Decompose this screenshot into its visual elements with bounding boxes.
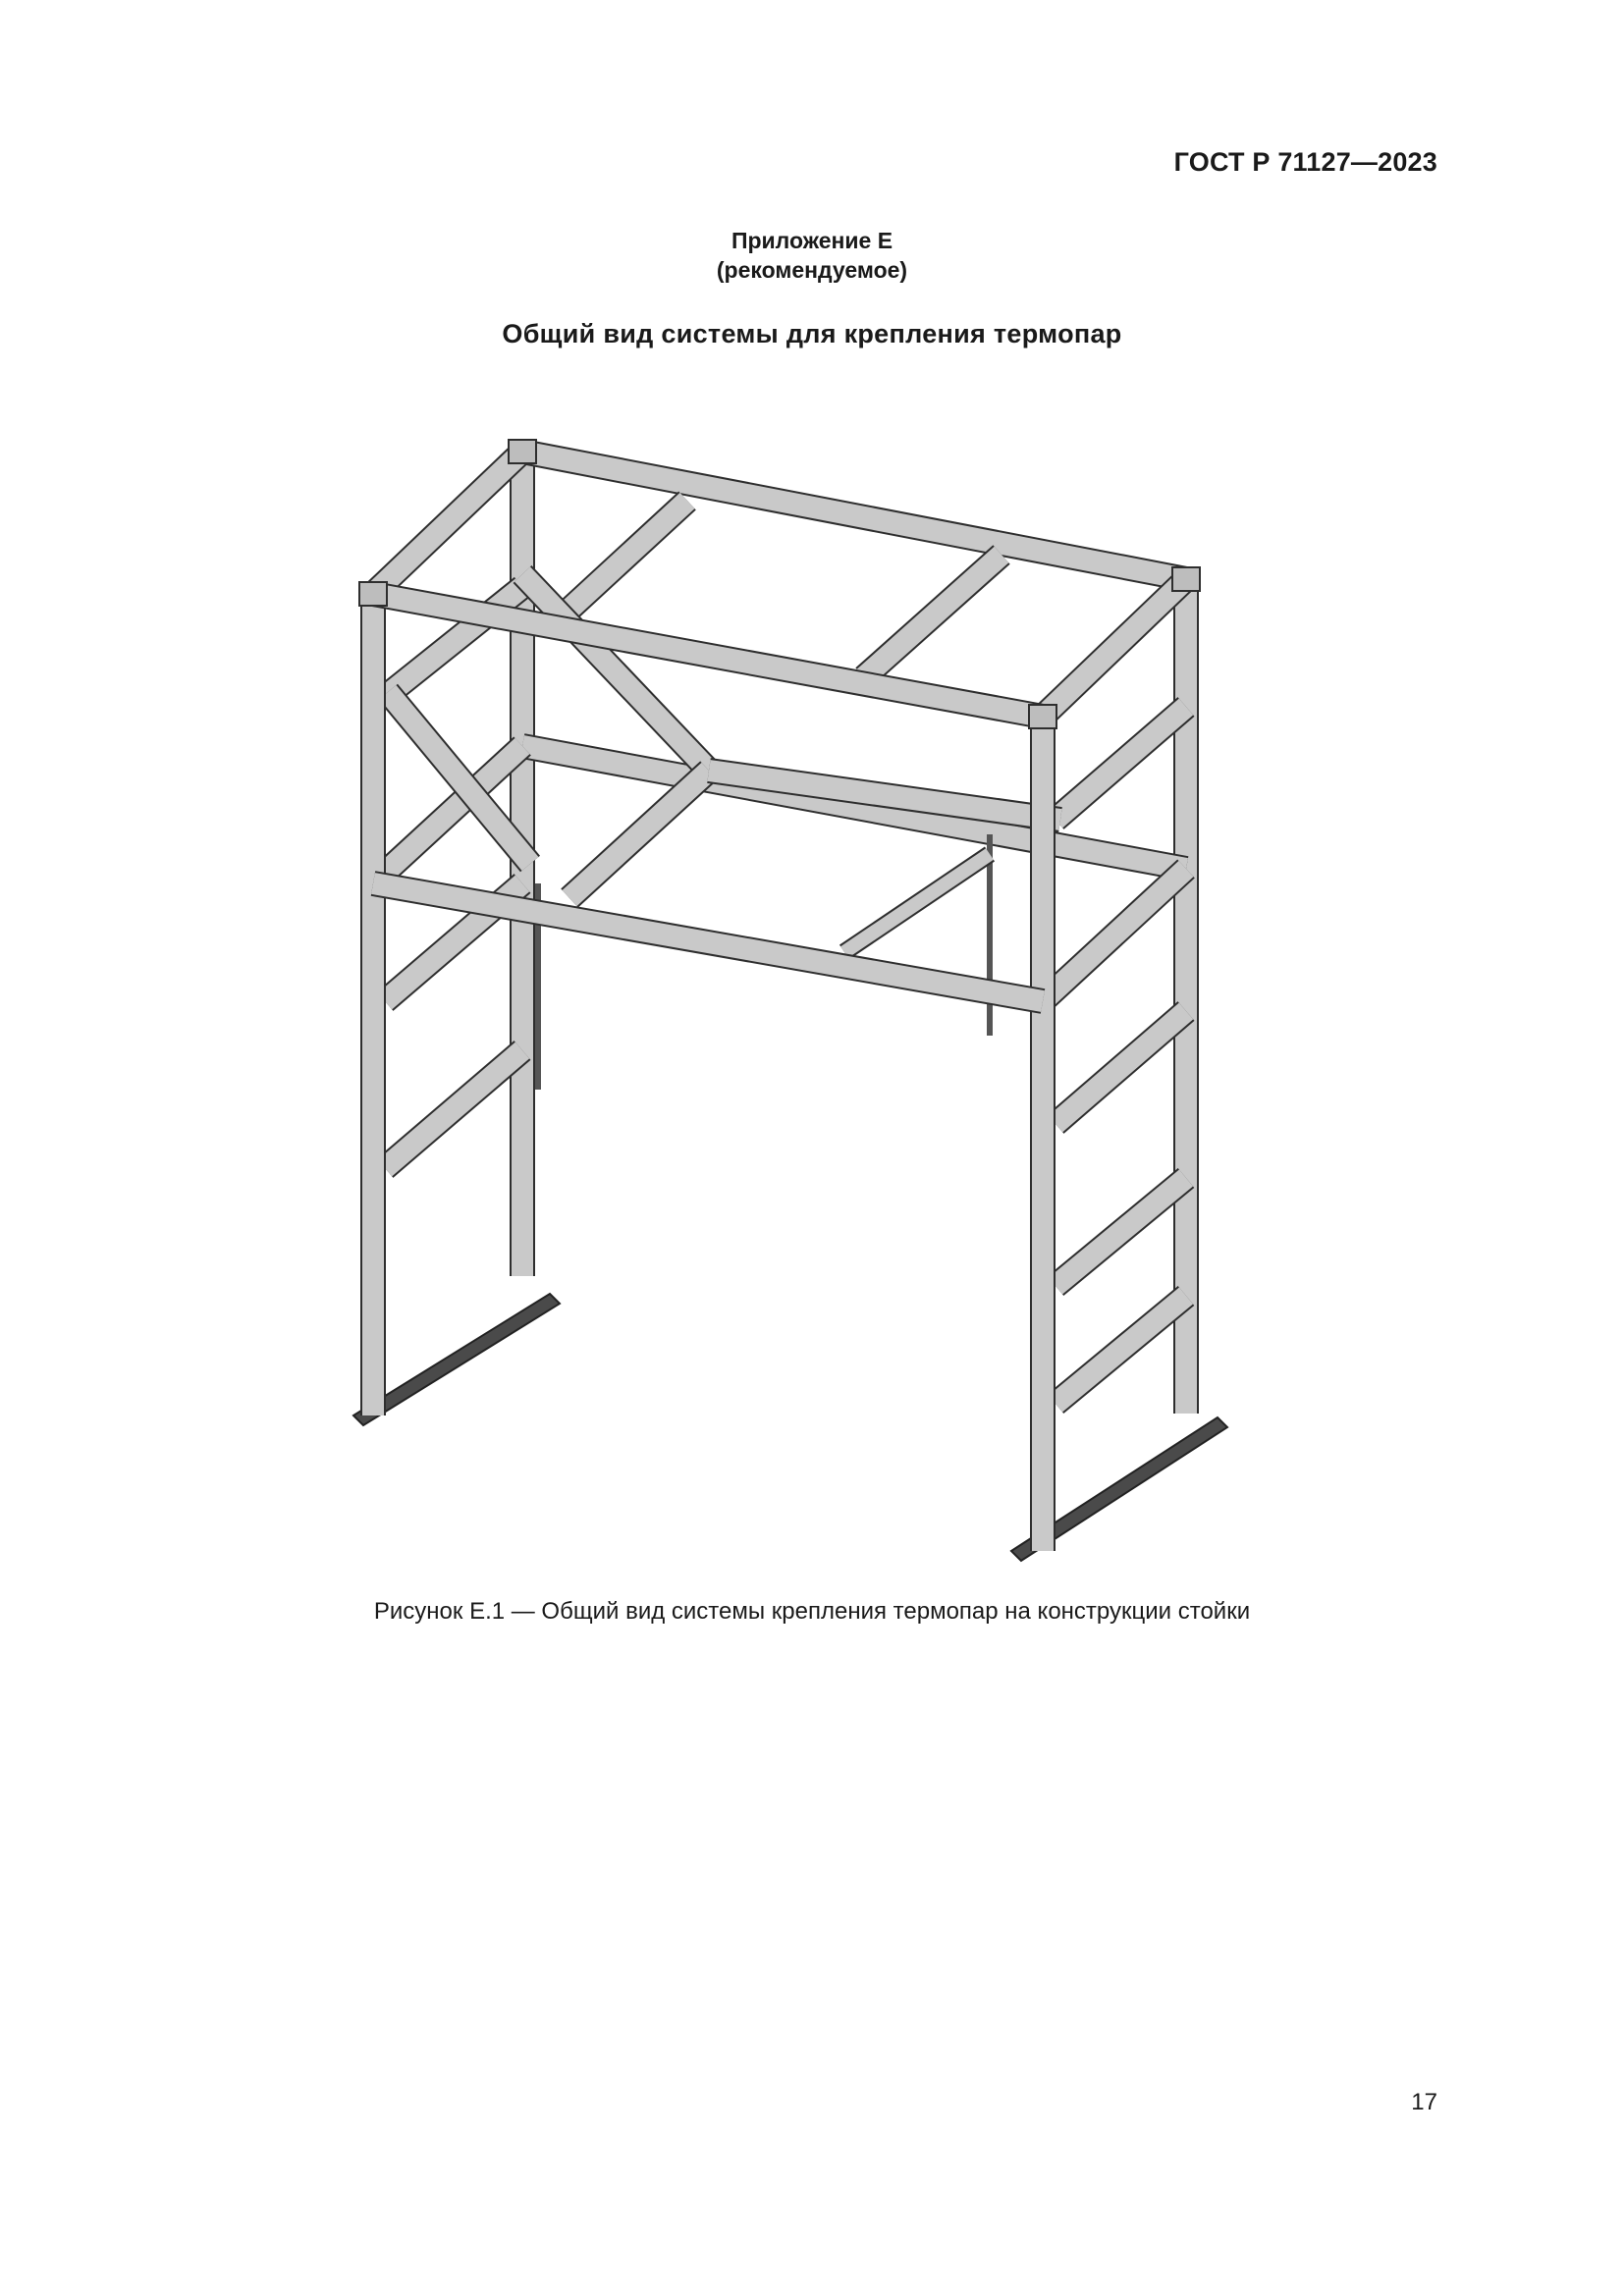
figure-caption: Рисунок Е.1 — Общий вид системы крепления термопар на конструкции стойки xyxy=(373,1598,1251,1625)
appendix-heading xyxy=(0,226,1624,285)
top-slat-2 xyxy=(864,555,1001,677)
section-title: Общий вид системы для крепления термопар xyxy=(502,319,1122,348)
right-rung-3 xyxy=(1056,1178,1186,1286)
rack-frame-drawing xyxy=(334,422,1237,1580)
page-number: 17 xyxy=(1411,2089,1437,2115)
mid-beam-front xyxy=(373,883,1043,1001)
post-cap-4 xyxy=(509,440,536,463)
document-code: ГОСТ Р 71127—2023 xyxy=(1173,147,1437,177)
left-rung-3 xyxy=(385,1050,522,1168)
post-cap-1 xyxy=(359,582,387,606)
mid-beam-right xyxy=(1043,869,1186,1001)
figure-rack-frame xyxy=(334,422,1237,1580)
appendix-status: (рекомендуемое) xyxy=(716,257,908,283)
top-slat-1 xyxy=(562,501,687,616)
appendix-title: Приложение Е xyxy=(731,228,893,253)
post-cap-2 xyxy=(1029,705,1056,728)
right-rung-1 xyxy=(1056,707,1186,820)
top-beam-left xyxy=(373,452,522,594)
post-cap-3 xyxy=(1172,567,1200,591)
thermocouple-bracket xyxy=(844,854,990,952)
diagonal-brace-mid xyxy=(569,771,709,898)
top-beam-right xyxy=(1043,579,1186,717)
right-rung-4 xyxy=(1056,1296,1186,1404)
right-rung-2 xyxy=(1056,1011,1186,1124)
